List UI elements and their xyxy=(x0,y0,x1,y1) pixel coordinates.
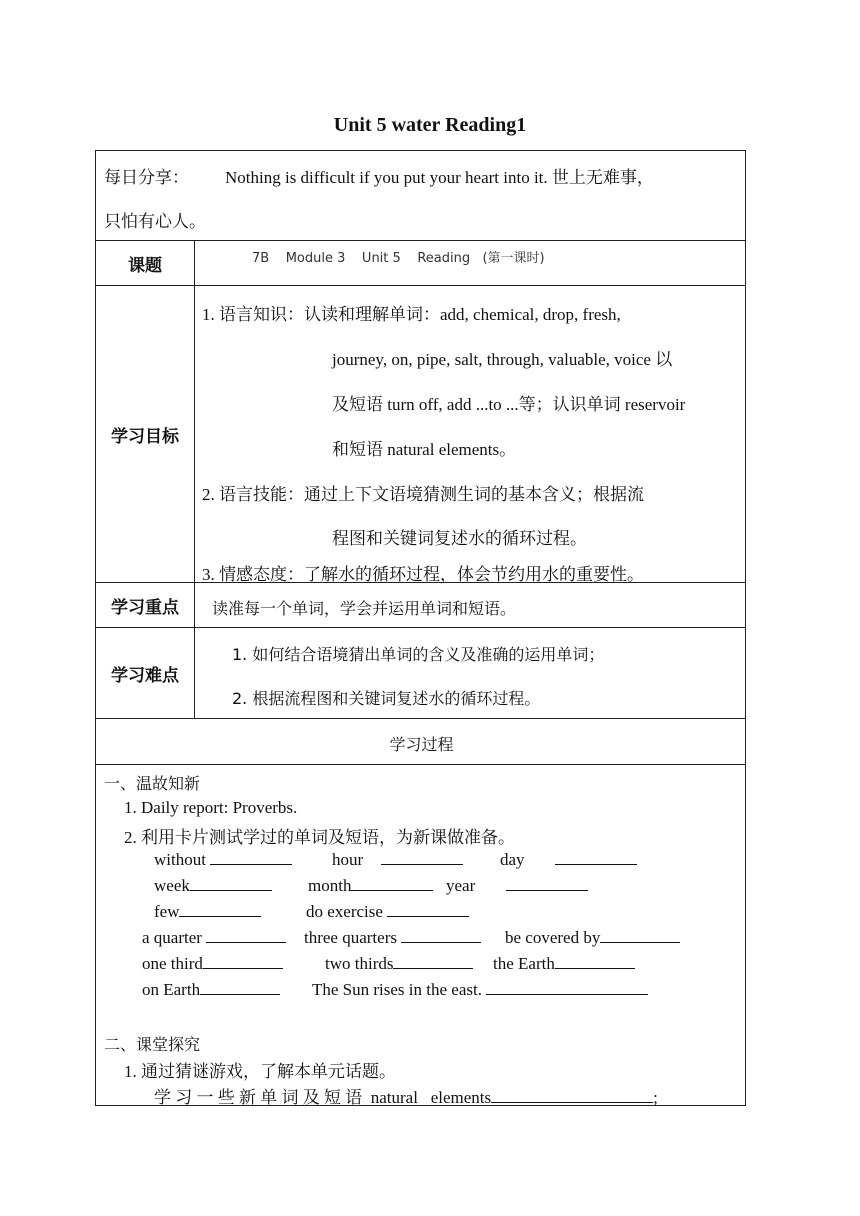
daily-share-label: 每日分享： xyxy=(104,168,189,188)
answer-blank[interactable] xyxy=(381,850,463,865)
process-body xyxy=(95,764,746,1106)
word-prompt: The Sun rises in the east. xyxy=(312,980,648,1000)
section2-line2: 学 习 一 些 新 单 词 及 短 语 natural elements ; xyxy=(154,1088,658,1107)
word-prompt: day xyxy=(500,850,637,870)
daily-share-quote-line2: 只怕有心人。 xyxy=(104,212,206,232)
objective-line: 1. 语言知识：认读和理解单词：add, chemical, drop, fresh, xyxy=(202,305,621,324)
word-prompt: week xyxy=(154,876,272,896)
word-prompt: hour xyxy=(332,850,463,870)
objective-line: 和短语 natural elements。 xyxy=(332,440,517,459)
answer-blank[interactable] xyxy=(393,954,473,969)
objective-line: 程图和关键词复述水的循环过程。 xyxy=(332,529,587,548)
objective-line: 3. 情感态度：了解水的循环过程，体会节约用水的重要性。 xyxy=(202,565,644,584)
difficulties-row xyxy=(95,627,746,719)
topic-label: 课题 xyxy=(96,241,195,285)
answer-blank[interactable] xyxy=(555,954,635,969)
objectives-label: 学习目标 xyxy=(96,286,195,582)
key-points-value: 读准每一个单词，学会并运用单词和短语。 xyxy=(212,599,517,618)
word-prompt: without xyxy=(154,850,292,870)
word-prompt: few xyxy=(154,902,261,922)
word-prompt: three quarters xyxy=(304,928,481,948)
objectives-row xyxy=(95,285,746,583)
difficulty-line: 1. 如何结合语境猜出单词的含义及准确的运用单词； xyxy=(232,645,605,664)
difficulty-line: 2. 根据流程图和关键词复述水的循环过程。 xyxy=(232,689,541,708)
section2-heading: 二、课堂探究 xyxy=(104,1035,201,1054)
section1-heading: 一、温故知新 xyxy=(104,774,201,793)
topic-value: 7B Module 3 Unit 5 Reading (第一课时) xyxy=(252,251,545,266)
objective-line: 及短语 turn off, add ...to ...等；认识单词 reservoir xyxy=(332,395,686,414)
answer-blank[interactable] xyxy=(486,980,648,995)
answer-blank[interactable] xyxy=(600,928,680,943)
page-title: Unit 5 water Reading1 xyxy=(333,114,527,136)
topic-row xyxy=(95,240,746,286)
key-points-row xyxy=(95,582,746,628)
answer-blank[interactable] xyxy=(506,876,588,891)
word-prompt: month xyxy=(308,876,433,896)
word-prompt: two thirds xyxy=(325,954,473,974)
answer-blank[interactable] xyxy=(200,980,280,995)
answer-blank[interactable] xyxy=(203,954,283,969)
answer-blank[interactable] xyxy=(401,928,481,943)
word-prompt: on Earth xyxy=(142,980,280,1000)
key-points-label: 学习重点 xyxy=(96,583,195,627)
objective-line: 2. 语言技能：通过上下文语境猜测生词的基本含义；根据流 xyxy=(202,485,644,504)
word-prompt: the Earth xyxy=(493,954,635,974)
answer-blank[interactable] xyxy=(555,850,637,865)
process-header-row xyxy=(95,718,746,765)
process-header: 学习过程 xyxy=(389,735,454,754)
answer-blank[interactable] xyxy=(491,1088,653,1103)
section2-item1: 1. 通过猜谜游戏，了解本单元话题。 xyxy=(124,1062,396,1081)
section1-item2: 2. 利用卡片测试学过的单词及短语，为新课做准备。 xyxy=(124,828,515,847)
answer-blank[interactable] xyxy=(179,902,261,917)
word-prompt: be covered by xyxy=(505,928,680,948)
answer-blank[interactable] xyxy=(351,876,433,891)
section1-item1: 1. Daily report: Proverbs. xyxy=(124,798,298,817)
word-prompt: do exercise xyxy=(306,902,469,922)
word-prompt: one third xyxy=(142,954,283,974)
answer-blank[interactable] xyxy=(210,850,292,865)
daily-share-row xyxy=(95,150,746,241)
daily-share-quote-line1: Nothing is difficult if you put your heart into it. 世上无难事， xyxy=(225,168,654,187)
answer-blank[interactable] xyxy=(387,902,469,917)
difficulties-label: 学习难点 xyxy=(96,628,195,718)
answer-blank[interactable] xyxy=(190,876,272,891)
word-prompt: year xyxy=(446,876,588,896)
word-prompt: a quarter xyxy=(142,928,286,948)
answer-blank[interactable] xyxy=(206,928,286,943)
objective-line: journey, on, pipe, salt, through, valuable, voice 以 xyxy=(332,350,673,369)
